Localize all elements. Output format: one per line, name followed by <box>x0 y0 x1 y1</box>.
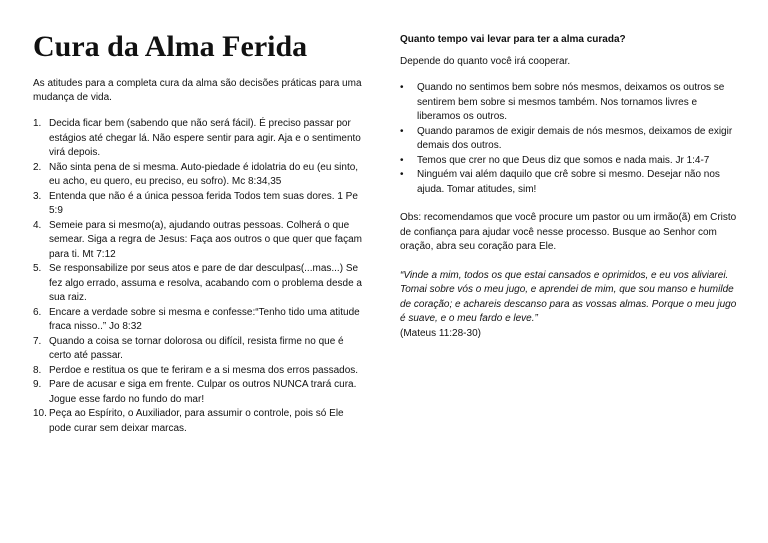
list-item-text: Pare de acusar e siga em frente. Culpar os outros NUNCA trará cura. Jogue esse fardo no fundo do mar! <box>49 379 357 405</box>
list-item-text: Peça ao Espírito, o Auxiliador, para assumir o controle, pois só Ele pode curar sem deixar marcas. <box>49 408 344 434</box>
list-item-text: Não sinta pena de si mesma. Auto-piedade é idolatria do eu (eu sinto, eu acho, eu quero, eu preciso, eu sofro). Mc 8:34,35 <box>49 161 359 187</box>
list-item-number: 8. <box>33 364 42 376</box>
right-column <box>400 33 740 341</box>
bullet-item: • Quando paramos de exigir demais de nós mesmos, deixamos de exigir demais dos outros. <box>400 125 740 154</box>
list-item-number: 7. <box>33 335 42 347</box>
list-item-text: Se responsabilize por seus atos e pare de dar desculpas(...mas...) Se fez algo errado, assuma e resolva, acabando com o problema desde a sua raiz. <box>49 263 362 303</box>
list-item <box>33 306 368 335</box>
list-item-text: Encare a verdade sobre si mesma e confesse:“Tenho tido uma atitude fraca nisso..” Jo 8:32 <box>49 306 360 332</box>
list-item <box>33 262 368 306</box>
list-item-number: 1. <box>33 118 42 129</box>
list-item-number: 6. <box>33 306 42 318</box>
list-item-number: 2. <box>33 161 42 173</box>
list-item <box>33 364 368 379</box>
document-title: Cura da Alma Ferida <box>33 30 308 63</box>
question-heading: Quanto tempo vai levar para ter a alma curada? <box>400 34 626 45</box>
list-item-number: 5. <box>33 263 42 274</box>
scripture-reference: (Mateus 11:28-30) <box>400 327 481 339</box>
list-item <box>33 407 368 436</box>
list-item-text: Semeie para si mesmo(a), ajudando outras pessoas. Colherá o que semear. Siga a regra de Jesus: Faça aos outros o que quer que façam para ti. Mt 7:12 <box>49 219 362 260</box>
list-item <box>33 161 368 190</box>
scripture-quote: “Vinde a mim, todos os que estai cansados e oprimidos, e eu vos aliviarei. Tomai sobre vós o meu jugo, e aprendei de mim, que sou manso e humilde de coração; e achareis descanso para as vossas almas. Porque o meu jugo é suave, e o meu fardo e leve.” <box>400 269 737 324</box>
bullet-item: • Ninguém vai além daquilo que crê sobre si mesmo. Desejar não nos ajuda. Tomar atitudes, sim! <box>400 168 740 197</box>
intro-paragraph: As atitudes para a completa cura da alma são decisões práticas para uma mudança de vida. <box>33 78 362 103</box>
list-item-number: 9. <box>33 379 42 390</box>
list-item <box>33 378 368 407</box>
bullet-list <box>400 81 740 197</box>
list-item-number: 3. <box>33 190 42 202</box>
list-item <box>33 219 368 263</box>
list-item <box>33 117 368 161</box>
list-item <box>33 335 368 364</box>
list-item-text: Quando a coisa se tornar dolorosa ou difícil, resista firme no que é certo até passar. <box>49 335 344 361</box>
list-item-text: Perdoe e restitua os que te feriram e a si mesma dos erros passados. <box>49 364 359 376</box>
bullet-item: • Temos que crer no que Deus diz que somos e nada mais. Jr 1:4-7 <box>400 154 740 169</box>
observation-note: Obs: recomendamos que você procure um pastor ou um irmão(ã) em Cristo de confiança para ajudar você nesse processo. Busque ao Senhor com oração, abra seu coração para Ele. <box>400 212 737 252</box>
steps-list <box>33 117 368 436</box>
list-item-number: 4. <box>33 219 42 231</box>
list-item-text: Entenda que não é a única pessoa ferida Todos tem suas dores. 1 Pe 5:9 <box>49 190 358 216</box>
left-column <box>33 30 368 436</box>
list-item <box>33 190 368 219</box>
bullet-item: • Quando no sentimos bem sobre nós mesmos, deixamos os outros se sentirem bem sobre si mesmos também. Nos tornamos livres e liberamos os outros. <box>400 81 740 125</box>
answer-text: Depende do quanto você irá cooperar. <box>400 56 571 67</box>
list-item-text: Decida ficar bem (sabendo que não será fácil). É preciso passar por estágios até chegar lá. Não espere sentir para agir. Aja e o sentimento virá depois. <box>49 118 361 158</box>
list-item-number: 10. <box>33 408 47 419</box>
